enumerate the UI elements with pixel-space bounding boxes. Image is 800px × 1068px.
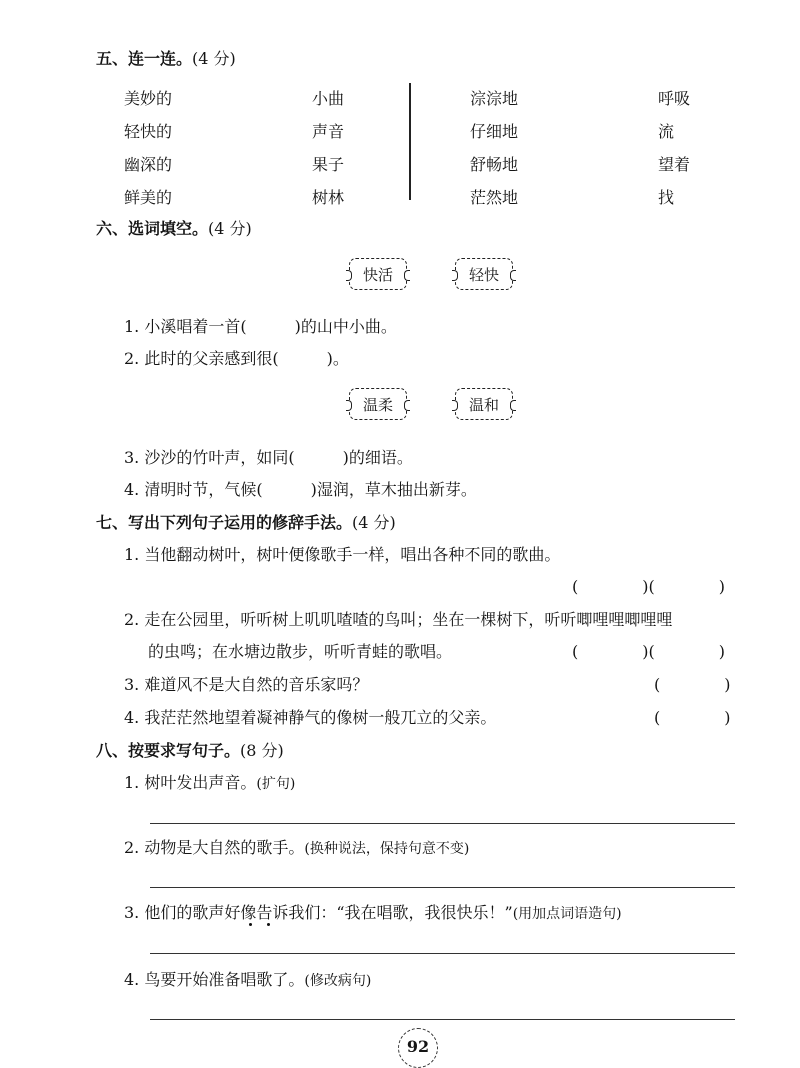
answer-line[interactable] xyxy=(150,1019,735,1020)
right-verbs-column xyxy=(658,82,690,214)
right-adverbs-column xyxy=(470,82,518,214)
match-item[interactable]: 流 xyxy=(658,122,675,141)
match-item[interactable]: 呼吸 xyxy=(658,89,691,108)
rewrite-question xyxy=(124,900,622,923)
match-item[interactable]: 轻快的 xyxy=(124,122,173,141)
section7-heading xyxy=(96,510,396,533)
emphasis-dot xyxy=(267,923,270,926)
section6-title: 六、选词填空。 xyxy=(96,219,209,238)
match-item[interactable]: 望着 xyxy=(658,155,691,174)
left-adjectives-column xyxy=(124,82,172,214)
answer-line[interactable] xyxy=(150,887,735,888)
match-item[interactable]: 舒畅地 xyxy=(470,155,519,174)
match-item[interactable]: 美妙的 xyxy=(124,89,173,108)
section6-points: (4 分) xyxy=(208,219,252,238)
match-item[interactable]: 鲜美的 xyxy=(124,188,173,207)
page-number: 92 xyxy=(398,1028,438,1068)
rhetoric-question: 2. 走在公园里，听听树上叽叽喳喳的鸟叫；坐在一棵树下，听听唧哩哩唧哩哩 xyxy=(124,610,673,629)
question-text: 2. 动物是大自然的歌手。 xyxy=(124,838,305,857)
section8-heading xyxy=(96,738,284,761)
fill-question[interactable]: 2. 此时的父亲感到很( )。 xyxy=(124,349,349,368)
rewrite-question xyxy=(124,770,295,793)
word-box: 温柔 xyxy=(349,388,407,420)
fill-question[interactable]: 1. 小溪唱着一首( )的山中小曲。 xyxy=(124,317,397,336)
section8-title: 八、按要求写句子。 xyxy=(96,741,241,760)
section5-points: (4 分) xyxy=(192,49,236,68)
section7-title: 七、写出下列句子运用的修辞手法。 xyxy=(96,513,353,532)
match-item[interactable]: 茫然地 xyxy=(470,188,519,207)
fill-question[interactable]: 3. 沙沙的竹叶声，如同( )的细语。 xyxy=(124,448,413,467)
match-item[interactable]: 仔细地 xyxy=(470,122,519,141)
section5-title: 五、连一连。 xyxy=(96,49,193,68)
section6-heading xyxy=(96,216,252,239)
answer-blank[interactable]: ( )( ) xyxy=(572,642,725,661)
answer-line[interactable] xyxy=(150,953,735,954)
question-hint: (修改病句) xyxy=(304,973,372,989)
rewrite-question xyxy=(124,835,469,858)
section7-points: (4 分) xyxy=(352,513,396,532)
match-item[interactable]: 小曲 xyxy=(312,89,345,108)
word-box: 轻快 xyxy=(455,258,513,290)
answer-blank[interactable]: ( )( ) xyxy=(572,577,725,596)
question-hint: (用加点词语造句) xyxy=(512,906,622,922)
rhetoric-question: 4. 我茫茫然地望着凝神静气的像树一般兀立的父亲。 xyxy=(124,708,497,727)
match-item[interactable]: 果子 xyxy=(312,155,345,174)
rhetoric-question: 1. 当他翻动树叶，树叶便像歌手一样，唱出各种不同的歌曲。 xyxy=(124,545,561,564)
match-item[interactable]: 声音 xyxy=(312,122,345,141)
word-box: 快活 xyxy=(349,258,407,290)
question-text: 1. 树叶发出声音。 xyxy=(124,773,257,792)
fill-question[interactable]: 4. 清明时节，气候( )湿润，草木抽出新芽。 xyxy=(124,480,477,499)
question-hint: (换种说法，保持句意不变) xyxy=(304,841,470,857)
word-box: 温和 xyxy=(455,388,513,420)
section8-points: (8 分) xyxy=(240,741,284,760)
column-divider xyxy=(409,83,411,200)
rewrite-question xyxy=(124,967,371,990)
rhetoric-question: 3. 难道风不是大自然的音乐家吗？ xyxy=(124,675,369,694)
match-item[interactable]: 找 xyxy=(658,188,675,207)
question-hint: (扩句) xyxy=(256,776,296,792)
question-text: 4. 鸟要开始准备唱歌了。 xyxy=(124,970,305,989)
rhetoric-question-cont: 的虫鸣；在水塘边散步，听听青蛙的歌唱。 xyxy=(148,642,453,661)
emphasis-dot xyxy=(249,923,252,926)
match-item[interactable]: 淙淙地 xyxy=(470,89,519,108)
match-item[interactable]: 树林 xyxy=(312,188,345,207)
answer-line[interactable] xyxy=(150,823,735,824)
question-text: 3. 他们的歌声好像告诉我们：“我在唱歌，我很快乐！” xyxy=(124,903,513,922)
match-item[interactable]: 幽深的 xyxy=(124,155,173,174)
left-nouns-column xyxy=(312,82,344,214)
answer-blank[interactable]: ( ) xyxy=(654,675,731,694)
section5-heading xyxy=(96,46,236,69)
answer-blank[interactable]: ( ) xyxy=(654,708,731,727)
